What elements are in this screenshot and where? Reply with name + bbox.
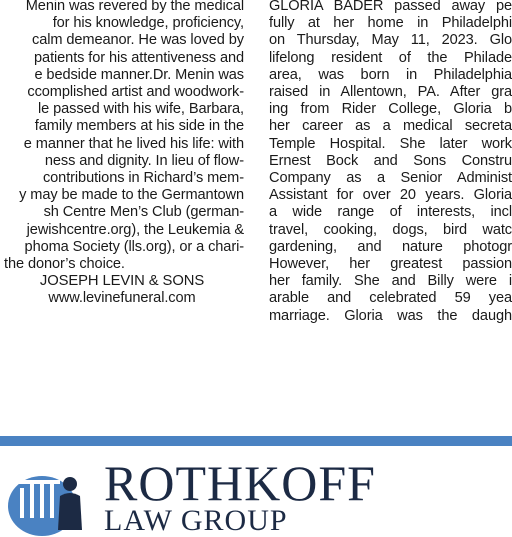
obituary-line: ing from Rider College, Gloria b bbox=[269, 101, 512, 118]
obituary-line: le passed with his wife, Barbara, bbox=[38, 101, 244, 118]
obituary-line: y may be made to the Germantown bbox=[19, 187, 244, 204]
obituary-line: GLORIA BADER passed away pe bbox=[269, 0, 512, 14]
obituary-line: gardening, and nature photogr bbox=[269, 238, 512, 255]
obituary-line: for his knowledge, proficiency, bbox=[52, 15, 244, 32]
obituary-line: her career as a medical secreta bbox=[269, 118, 512, 135]
ad-firm-subtitle: LAW GROUP bbox=[104, 504, 288, 537]
obituary-line: calm demeanor. He was loved by bbox=[32, 32, 244, 49]
obituary-line: sh Centre Men’s Club (german- bbox=[43, 204, 244, 221]
obituary-line: e bedside manner.Dr. Menin was bbox=[34, 66, 244, 83]
obituary-line: Menin was revered by the medical bbox=[25, 0, 244, 14]
obituary-line: However, her greatest passion bbox=[269, 256, 512, 273]
law-group-logo-icon bbox=[4, 460, 94, 530]
obituary-line: e manner that he lived his life: with bbox=[23, 135, 244, 152]
obituary-line: ccomplished artist and woodwork- bbox=[27, 84, 244, 101]
obituary-line: a wide range of interests, incl bbox=[269, 204, 512, 221]
funeral-home-website: www.levinefuneral.com bbox=[48, 290, 196, 307]
ad-top-rule bbox=[0, 436, 512, 446]
obituary-line: arable and celebrated 59 yea bbox=[269, 290, 512, 307]
ad-firm-name: ROTHKOFF bbox=[104, 455, 376, 511]
obituary-bader-column bbox=[269, 0, 512, 325]
obituary-line: marriage. Gloria was the daugh bbox=[269, 307, 512, 324]
obituary-line: raised in Allentown, PA. After gra bbox=[269, 84, 512, 101]
obituary-line: travel, cooking, dogs, bird watc bbox=[269, 221, 512, 238]
obituary-line: Assistant for over 20 years. Gloria bbox=[269, 187, 512, 204]
obituary-line: contributions in Richard’s mem- bbox=[42, 170, 244, 187]
obituary-line: her family. She and Billy were i bbox=[269, 273, 512, 290]
obituary-line: ness and dignity. In lieu of flow- bbox=[44, 152, 244, 169]
obituary-line: jewishcentre.org), the Leukemia & bbox=[26, 221, 244, 238]
obituary-line: lifelong resident of the Philade bbox=[269, 49, 512, 66]
obituary-line: patients for his attentiveness and bbox=[34, 49, 244, 66]
obituary-line: phoma Society (lls.org), or a chari- bbox=[24, 238, 244, 255]
funeral-home-name: JOSEPH LEVIN & SONS bbox=[39, 273, 205, 290]
obituary-line: the donor’s choice. bbox=[4, 256, 125, 273]
obituary-line: Company as a Senior Administ bbox=[269, 170, 512, 187]
obituary-menin-column bbox=[0, 0, 244, 308]
obituary-line: fully at her home in Philadelphi bbox=[269, 15, 512, 32]
obituary-line: on Thursday, May 11, 2023. Glo bbox=[269, 32, 512, 49]
obituary-line: area, was born in Philadelphia bbox=[269, 66, 512, 83]
law-group-advertisement bbox=[0, 436, 512, 537]
obituary-line: family members at his side in the bbox=[34, 118, 244, 135]
obituary-line: Ernest Bock and Sons Constru bbox=[269, 152, 512, 169]
obituary-line: Temple Hospital. She later work bbox=[269, 135, 512, 152]
